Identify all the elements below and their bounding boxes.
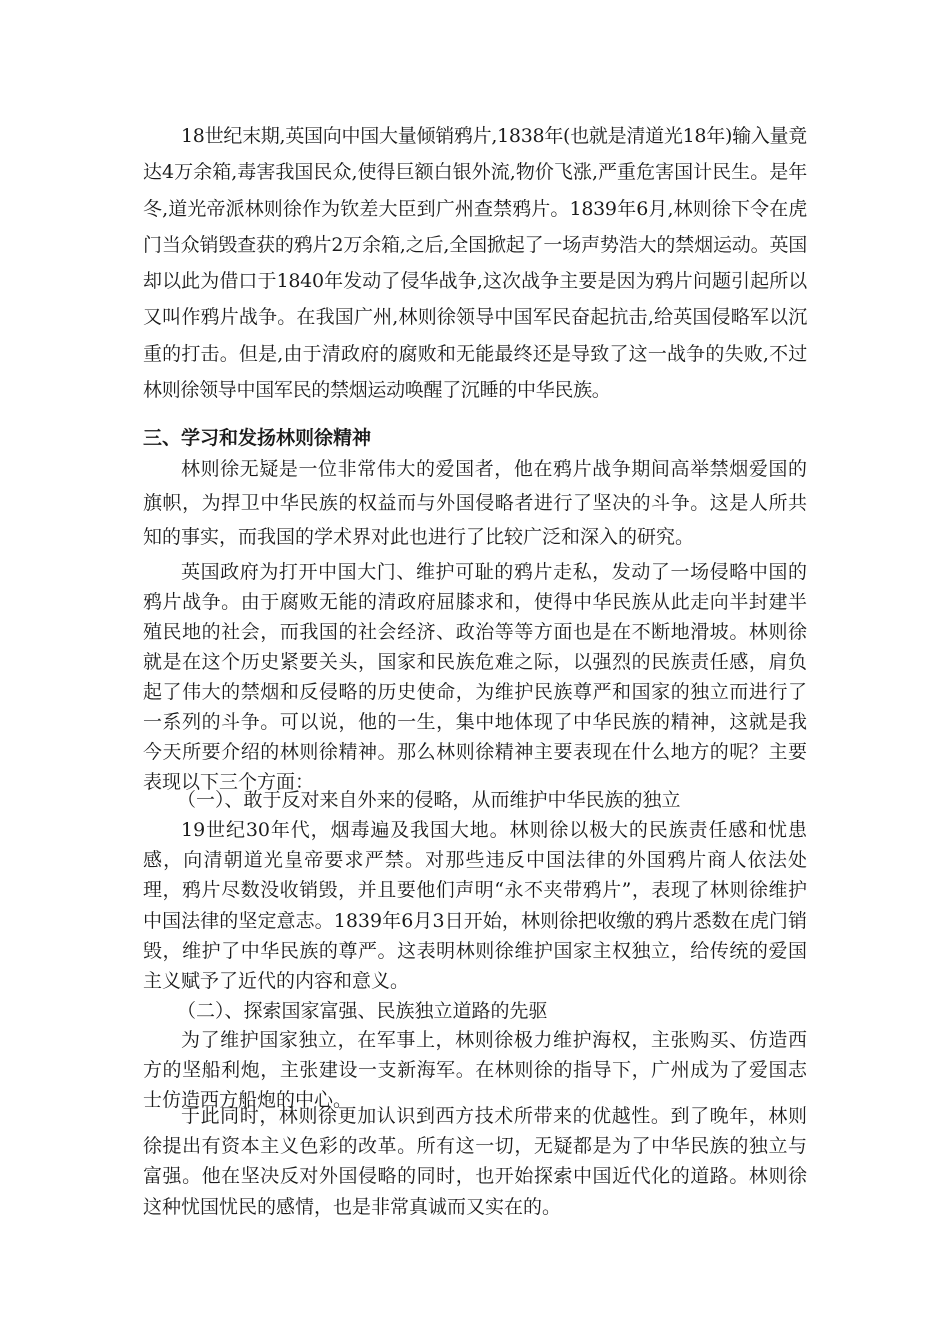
paragraph-reform: 于此同时，林则徐更加认识到西方技术所带来的优越性。到了晚年，林则徐提出有资本主义色彩的改革。所有这一切，无疑都是为了中华民族的独立与富强。他在坚决反对外国侵略的同时，也开始探索中国近代化的道路。林则徐这种忧国忧民的感情，也是非常真诚而又实在的。 <box>143 1105 807 1218</box>
section-heading: 三、学习和发扬林则徐精神 <box>143 427 372 449</box>
paragraph-opium-history: 18世纪末期,英国向中国大量倾销鸦片,1838年(也就是清道光18年)输入量竟达4万余箱,毒害我国民众,使得巨额白银外流,物价飞涨,严重危害国计民生。是年冬,道光帝派林则徐作为钦差大臣到广州查禁鸦片。1839年6月,林则徐下令在虎门当众销毁查获的鸦片2万余箱,之后,全国掀起了一场声势浩大的禁烟运动。英国却以此为借口于1840年发动了侵华战争,这次战争主要是因为鸦片问题引起所以又叫作鸦片战争。在我国广州,林则徐领导中国军民奋起抗击,给英国侵略军以沉重的打击。但是,由于清政府的腐败和无能最终还是导致了这一战争的失败,不过林则徐领导中国军民的禁烟运动唤醒了沉睡的中华民族。 <box>143 125 807 402</box>
subheading-resist-invasion: （一）、敢于反对来自外来的侵略，从而维护中华民族的独立 <box>177 789 681 811</box>
paragraph-military: 为了维护国家独立，在军事上，林则徐极力维护海权，主张购买、仿造西方的坚船利炮，主张建设一支新海军。在林则徐的指导下，广州成为了爱国志士仿造西方船炮的中心。 <box>143 1029 807 1111</box>
paragraph-patriot: 林则徐无疑是一位非常伟大的爱国者，他在鸦片战争期间高举禁烟爱国的旗帜，为捍卫中华民族的权益而与外国侵略者进行了坚决的斗争。这是人所共知的事实，而我国的学术界对此也进行了比较广泛和深入的研究。 <box>143 458 807 548</box>
paragraph-ban-opium: 19世纪30年代，烟毒遍及我国大地。林则徐以极大的民族责任感和忧患感，向清朝道光皇帝要求严禁。对那些违反中国法律的外国鸦片商人依法处理，鸦片尽数没收销毁，并且要他们声明“永不夹带鸦片”，表现了林则徐维护中国法律的坚定意志。1839年6月3日开始，林则徐把收缴的鸦片悉数在虎门销毁，维护了中华民族的尊严。这表明林则徐维护国家主权独立，给传统的爱国主义赋予了近代的内容和意义。 <box>143 819 807 993</box>
paragraph-opium-war: 英国政府为打开中国大门、维护可耻的鸦片走私，发动了一场侵略中国的鸦片战争。由于腐败无能的清政府屈膝求和，使得中华民族从此走向半封建半殖民地的社会，而我国的社会经济、政治等等方面也是在不断地滑坡。林则徐就是在这个历史紧要关头，国家和民族危难之际，以强烈的民族责任感，肩负起了伟大的禁烟和反侵略的历史使命，为维护民族尊严和国家的独立而进行了一系列的斗争。可以说，他的一生，集中地体现了中华民族的精神，这就是我今天所要介绍的林则徐精神。那么林则徐精神主要表现在什么地方的呢？主要表现以下三个方面： <box>143 561 807 793</box>
subheading-pioneer: （二）、探索国家富强、民族独立道路的先驱 <box>177 1000 548 1022</box>
